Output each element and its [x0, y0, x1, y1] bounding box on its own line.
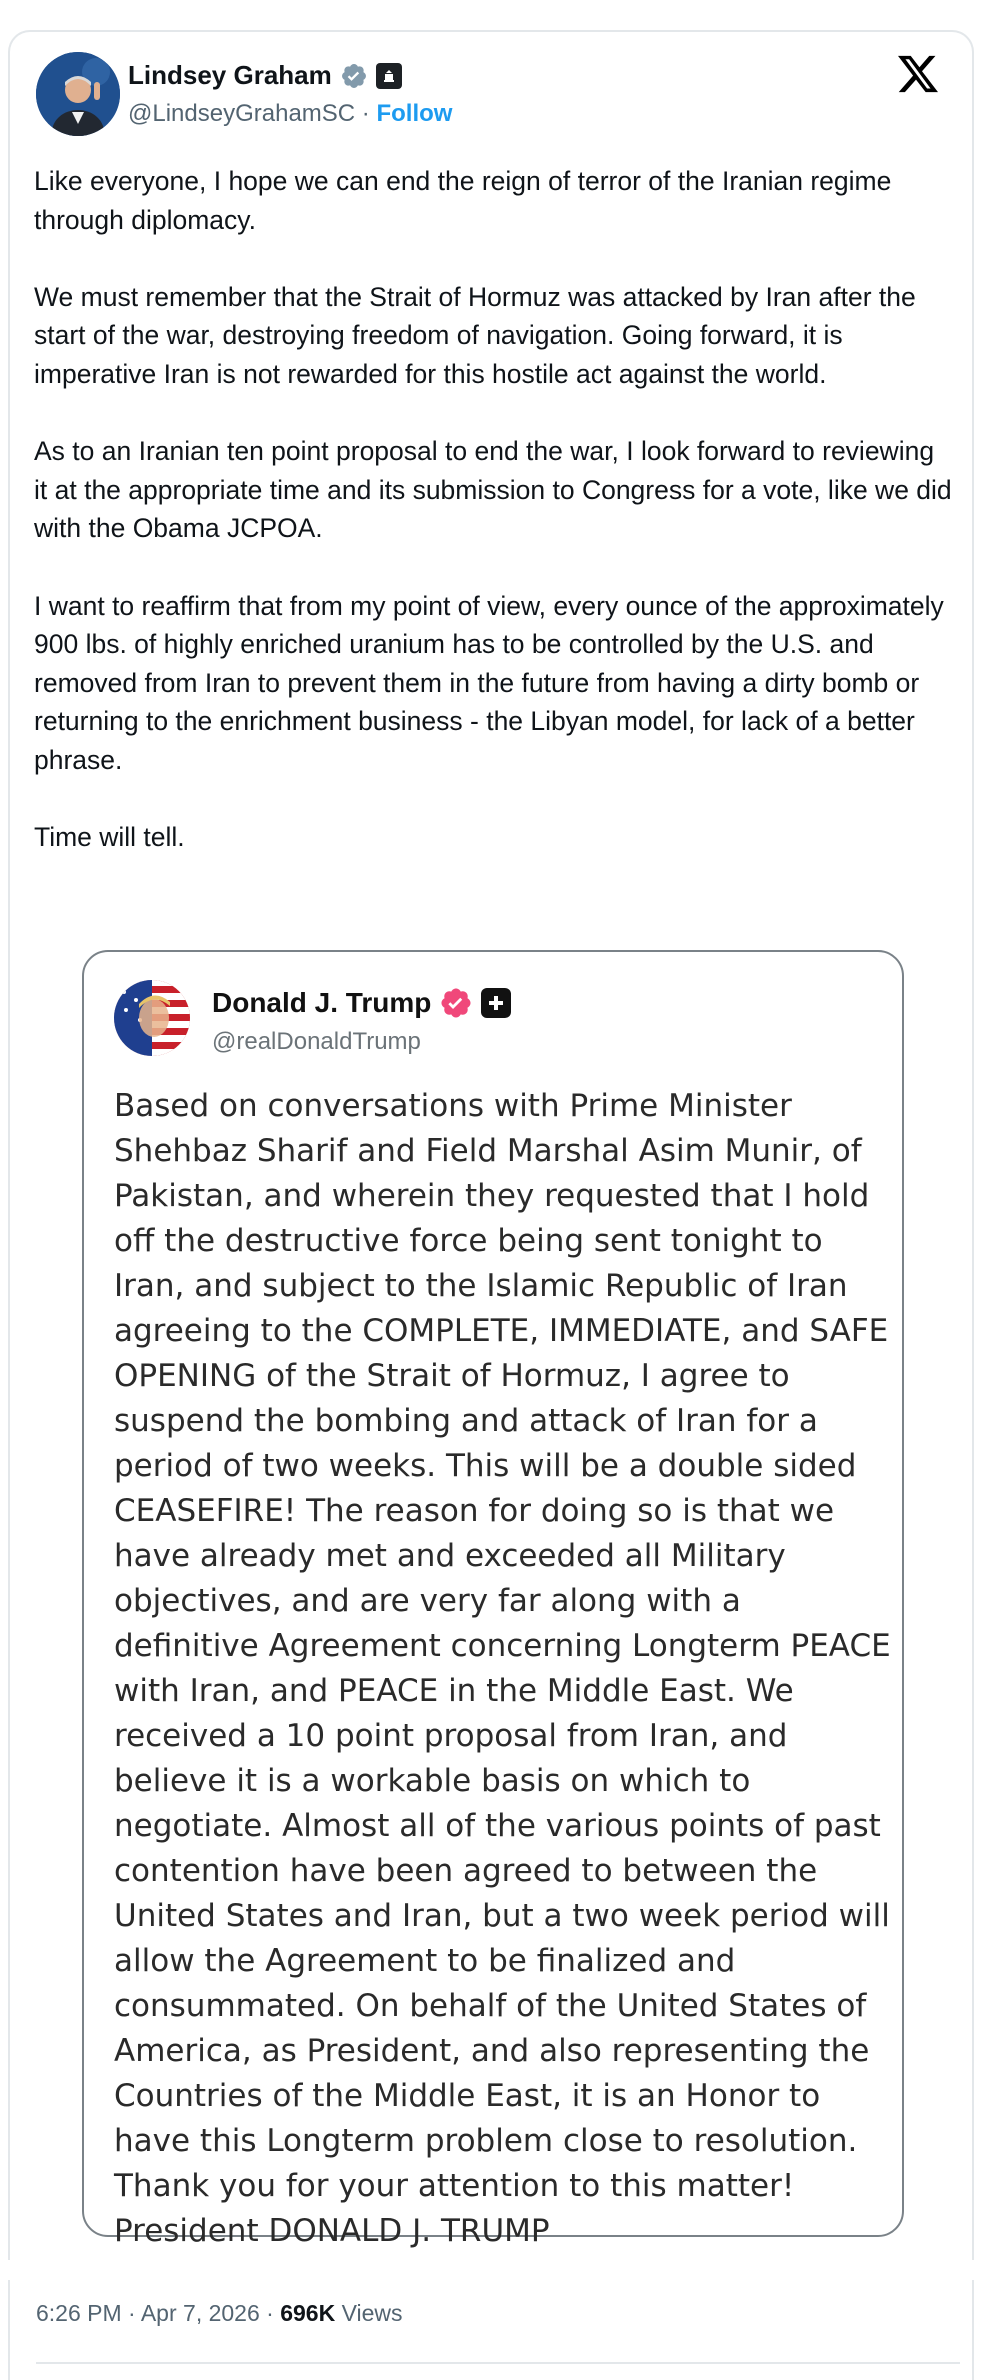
footer-divider: [36, 2362, 960, 2364]
author-handle-row: [128, 100, 452, 128]
meta-separator: ·: [128, 2300, 136, 2326]
tweet-text: [34, 162, 954, 895]
tweet-footer: [8, 2280, 974, 2380]
tweet-paragraph: Time will tell.: [34, 822, 185, 853]
tweet-paragraph: Like everyone, I hope we can end the reign of terror of the Iranian regime through diplomacy.: [34, 166, 892, 235]
verified-badge-icon: [340, 62, 368, 90]
timestamp-row: [36, 2300, 403, 2327]
plus-badge-icon: [481, 988, 511, 1018]
author-avatar[interactable]: [36, 52, 120, 136]
quoted-post-text: Based on conversations with Prime Minister Shehbaz Sharif and Field Marshal Asim Munir, of Pakistan, and wherein they requested that I hold off the destructive force being sent tonight to Iran, and subject to the Islamic Republic of Iran agreeing to the COMPLETE, IMMEDIATE, and SAFE OPENING of the Strait of Hormuz, I agree to suspend the bombing and attack of Iran for a period of two weeks. This will be a double sided CEASEFIRE! The reason for doing so is that we have already met and exceeded all Military objectives, and are very far along with a definitive Agreement concerning Longterm PEACE with Iran, and PEACE in the Middle East. We received a 10 point proposal from Iran, and believe it is a workable basis on which to negotiate. Almost all of the various points of past contention have been agreed to between the United States and Iran, but a two week period will allow the Agreement to be finalized and consummated. On behalf of the United States of America, as President, and also representing the Countries of the Middle East, it is an Honor to have this Longterm problem close to resolution. Thank you for your attention to this matter! President DONALD J. TRUMP: [114, 1088, 891, 2249]
views-count[interactable]: 696K: [280, 2300, 336, 2326]
author-name[interactable]: Lindsey Graham: [128, 60, 332, 90]
verified-badge-icon: [439, 986, 473, 1020]
x-logo-icon[interactable]: [896, 54, 940, 94]
follow-button[interactable]: Follow: [376, 100, 453, 127]
quoted-author-handle[interactable]: @realDonaldTrump: [212, 1028, 421, 1055]
views-label: Views: [341, 2300, 403, 2326]
author-name-row: [128, 60, 402, 91]
tweet-paragraph: We must remember that the Strait of Hormuz was attacked by Iran after the start of the war, destroying freedom of navigation. Going forward, it is imperative Iran is not rewarded for this hostile act against the world.: [34, 281, 916, 389]
government-badge-icon: [376, 63, 402, 89]
quoted-post[interactable]: [82, 950, 904, 2249]
tweet-paragraph: As to an Iranian ten point proposal to end the war, I look forward to reviewing it at the appropriate time and its submission to Congress for a vote, like we did with the Obama JCPOA.: [34, 436, 952, 544]
post-date[interactable]: Apr 7, 2026: [140, 2300, 260, 2326]
post-time[interactable]: 6:26 PM: [36, 2300, 122, 2326]
quoted-author-name[interactable]: Donald J. Trump: [212, 987, 432, 1018]
handle-separator: ·: [361, 100, 370, 127]
meta-separator: ·: [266, 2300, 274, 2326]
quoted-name-row: [212, 986, 511, 1020]
quoted-author-avatar[interactable]: [114, 980, 190, 1056]
author-handle[interactable]: @LindseyGrahamSC: [128, 100, 356, 127]
tweet-paragraph: I want to reaffirm that from my point of view, every ounce of the approximately 900 lbs. of highly enriched uranium has to be controlled by the U.S. and removed from Iran to prevent them in the future from having a dirty bomb or returning to the enrichment business - the Libyan model, for lack of a better phrase.: [34, 590, 944, 775]
